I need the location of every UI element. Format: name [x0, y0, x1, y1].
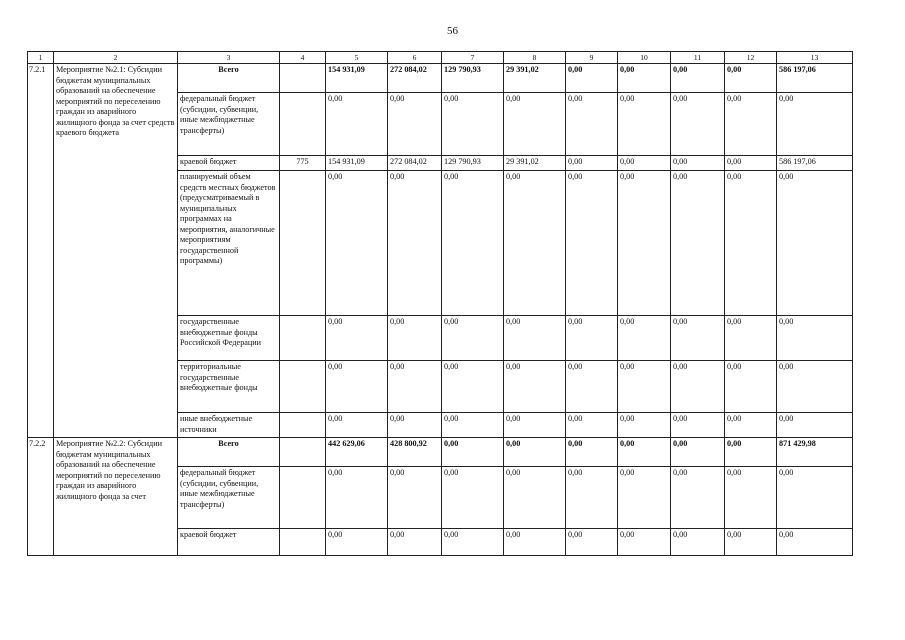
amount-cell: 0,00: [566, 529, 618, 556]
amount-cell: 0,00: [442, 438, 504, 467]
amount-cell: 0,00: [504, 171, 566, 316]
amount-cell: 29 391,02: [504, 64, 566, 93]
amount-cell: 0,00: [442, 316, 504, 361]
amount-cell: 272 084,02: [388, 64, 442, 93]
amount-cell: 0,00: [671, 93, 725, 156]
amount-cell: 0,00: [566, 438, 618, 467]
amount-cell: 0,00: [671, 529, 725, 556]
amount-cell: 0,00: [566, 156, 618, 171]
amount-cell: 0,00: [777, 316, 853, 361]
amount-cell: 0,00: [442, 93, 504, 156]
amount-cell: 0,00: [566, 316, 618, 361]
amount-cell: 0,00: [566, 171, 618, 316]
funding-source: краевой бюджет: [178, 156, 280, 171]
amount-cell: 442 629,06: [326, 438, 388, 467]
amount-cell: 0,00: [618, 529, 671, 556]
amount-cell: 0,00: [566, 467, 618, 529]
amount-cell: 0,00: [326, 361, 388, 413]
column-header: 3: [178, 52, 280, 64]
amount-cell: 0,00: [725, 467, 777, 529]
column-header: 11: [671, 52, 725, 64]
budget-code: [280, 171, 326, 316]
amount-cell: 129 790,93: [442, 156, 504, 171]
column-header: 1: [28, 52, 54, 64]
amount-cell: 0,00: [618, 361, 671, 413]
amount-cell: 0,00: [504, 316, 566, 361]
amount-cell: 0,00: [442, 467, 504, 529]
funding-source: краевой бюджет: [178, 529, 280, 556]
budget-code: [280, 413, 326, 438]
funding-source: федеральный бюджет (субсидии, субвенции, иные межбюджетные трансферты): [178, 467, 280, 529]
amount-cell: 0,00: [388, 93, 442, 156]
budget-code: 775: [280, 156, 326, 171]
funding-source: планируемый объем средств местных бюджетов (предусматриваемый в муниципальных программах на мероприятия, аналогичные мероприятиям государственной программы): [178, 171, 280, 316]
amount-cell: 0,00: [504, 413, 566, 438]
column-header: 6: [388, 52, 442, 64]
amount-cell: 0,00: [725, 93, 777, 156]
amount-cell: 0,00: [671, 361, 725, 413]
amount-cell: 129 790,93: [442, 64, 504, 93]
funding-source: Всего: [178, 64, 280, 93]
amount-cell: 272 084,02: [388, 156, 442, 171]
amount-cell: 0,00: [725, 316, 777, 361]
amount-cell: 0,00: [326, 467, 388, 529]
amount-cell: 0,00: [671, 467, 725, 529]
amount-cell: 154 931,09: [326, 156, 388, 171]
budget-code: [280, 438, 326, 467]
amount-cell: 0,00: [725, 438, 777, 467]
amount-cell: 0,00: [326, 171, 388, 316]
table-body: [28, 52, 853, 556]
amount-cell: 0,00: [777, 529, 853, 556]
column-header: 2: [54, 52, 178, 64]
amount-cell: 0,00: [326, 93, 388, 156]
funding-source: иные внебюджетные источники: [178, 413, 280, 438]
budget-code: [280, 529, 326, 556]
amount-cell: 0,00: [777, 93, 853, 156]
amount-cell: 0,00: [777, 361, 853, 413]
budget-code: [280, 361, 326, 413]
amount-cell: 0,00: [388, 529, 442, 556]
column-header: 8: [504, 52, 566, 64]
amount-cell: 0,00: [725, 156, 777, 171]
column-header: 7: [442, 52, 504, 64]
amount-cell: 0,00: [618, 93, 671, 156]
amount-cell: 0,00: [671, 316, 725, 361]
amount-cell: 0,00: [326, 316, 388, 361]
amount-cell: 0,00: [566, 361, 618, 413]
amount-cell: 0,00: [566, 93, 618, 156]
amount-cell: 0,00: [442, 529, 504, 556]
amount-cell: 428 800,92: [388, 438, 442, 467]
funding-source: Всего: [178, 438, 280, 467]
amount-cell: 0,00: [618, 413, 671, 438]
amount-cell: 0,00: [671, 171, 725, 316]
amount-cell: 0,00: [388, 316, 442, 361]
amount-cell: 29 391,02: [504, 156, 566, 171]
amount-cell: 0,00: [504, 361, 566, 413]
amount-cell: 0,00: [725, 171, 777, 316]
amount-cell: 0,00: [618, 467, 671, 529]
amount-cell: 0,00: [618, 171, 671, 316]
amount-cell: 0,00: [442, 171, 504, 316]
amount-cell: 0,00: [388, 413, 442, 438]
activity-name: Мероприятие №2.1: Субсидии бюджетам муниципальных образований на обеспечение мероприятий по переселению граждан из аварийного жилищного фонда за счет средств краевого бюджета: [54, 64, 178, 438]
activity-code: 7.2.2: [28, 438, 54, 556]
budget-code: [280, 64, 326, 93]
amount-cell: 0,00: [725, 529, 777, 556]
amount-cell: 0,00: [388, 171, 442, 316]
budget-table: [27, 51, 853, 556]
amount-cell: 0,00: [618, 316, 671, 361]
amount-cell: 0,00: [725, 361, 777, 413]
column-header: 5: [326, 52, 388, 64]
amount-cell: 0,00: [725, 413, 777, 438]
amount-cell: 0,00: [504, 438, 566, 467]
page-number: 56: [447, 25, 458, 37]
budget-code: [280, 467, 326, 529]
header-row: [28, 52, 853, 64]
amount-cell: 0,00: [671, 156, 725, 171]
budget-code: [280, 316, 326, 361]
amount-cell: 871 429,98: [777, 438, 853, 467]
column-header: 13: [777, 52, 853, 64]
funding-source: федеральный бюджет (субсидии, субвенции, иные межбюджетные трансферты): [178, 93, 280, 156]
amount-cell: 0,00: [671, 438, 725, 467]
column-header: 4: [280, 52, 326, 64]
amount-cell: 0,00: [725, 64, 777, 93]
amount-cell: 0,00: [777, 467, 853, 529]
amount-cell: 0,00: [504, 93, 566, 156]
amount-cell: 0,00: [671, 64, 725, 93]
activity-name: Мероприятие №2.2: Субсидии бюджетам муниципальных образований на обеспечение мероприятий по переселению граждан из аварийного жилищного фонда за счет: [54, 438, 178, 556]
amount-cell: 0,00: [388, 467, 442, 529]
amount-cell: 0,00: [442, 413, 504, 438]
table-row: [28, 64, 853, 93]
amount-cell: 0,00: [504, 529, 566, 556]
column-header: 9: [566, 52, 618, 64]
amount-cell: 154 931,09: [326, 64, 388, 93]
budget-code: [280, 93, 326, 156]
amount-cell: 0,00: [777, 171, 853, 316]
funding-source: государственные внебюджетные фонды Российской Федерации: [178, 316, 280, 361]
amount-cell: 0,00: [442, 361, 504, 413]
column-header: 10: [618, 52, 671, 64]
amount-cell: 0,00: [618, 156, 671, 171]
column-header: 12: [725, 52, 777, 64]
amount-cell: 0,00: [326, 413, 388, 438]
amount-cell: 0,00: [504, 467, 566, 529]
amount-cell: 0,00: [671, 413, 725, 438]
amount-cell: 0,00: [326, 529, 388, 556]
amount-cell: 0,00: [777, 413, 853, 438]
activity-code: 7.2.1: [28, 64, 54, 438]
amount-cell: 0,00: [388, 361, 442, 413]
table-row: [28, 438, 853, 467]
amount-cell: 0,00: [566, 413, 618, 438]
amount-cell: 586 197,06: [777, 156, 853, 171]
amount-cell: 0,00: [566, 64, 618, 93]
amount-cell: 0,00: [618, 438, 671, 467]
amount-cell: 0,00: [618, 64, 671, 93]
funding-source: территориальные государственные внебюджетные фонды: [178, 361, 280, 413]
amount-cell: 586 197,06: [777, 64, 853, 93]
